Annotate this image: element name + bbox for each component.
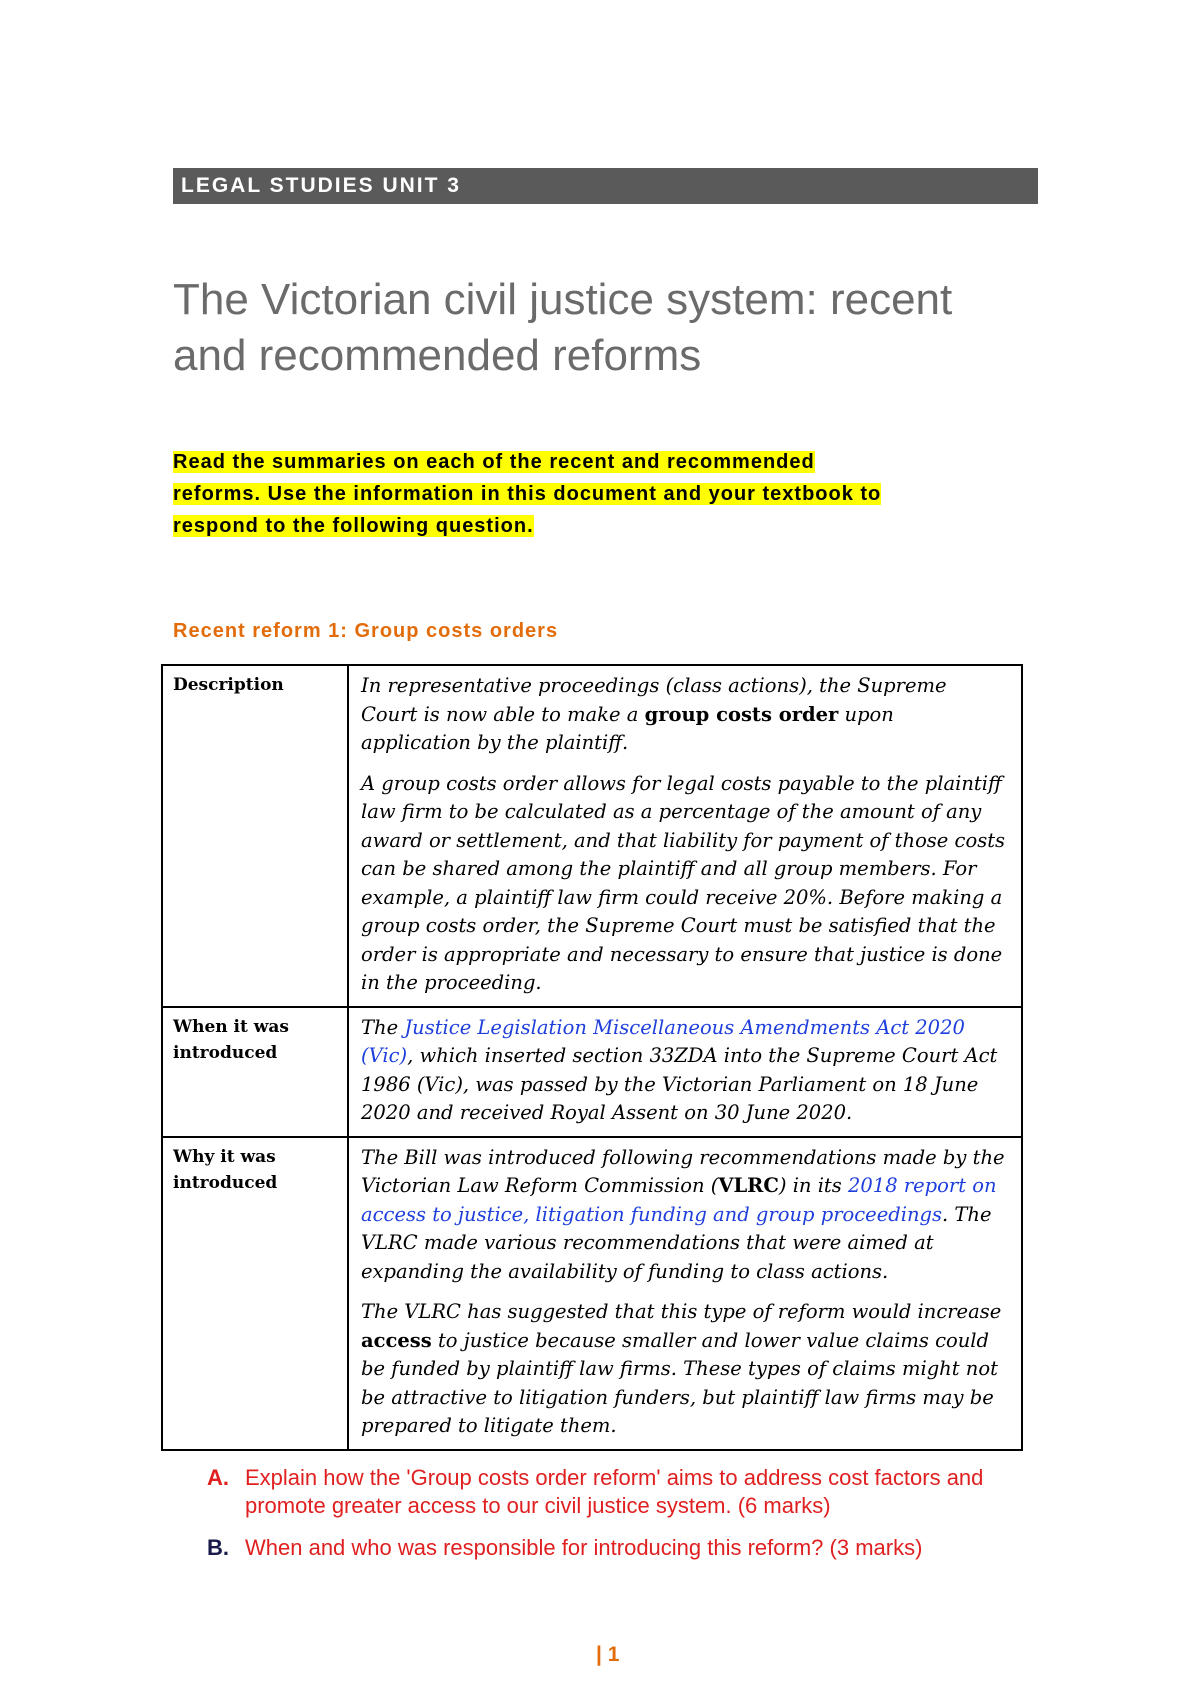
section-heading: Recent reform 1: Group costs orders xyxy=(173,620,559,642)
table-row-why xyxy=(162,1137,1022,1450)
question-b-letter: B. xyxy=(207,1535,229,1560)
unit-label: LEGAL STUDIES UNIT 3 xyxy=(181,174,461,197)
title-line-1: The Victorian civil justice system: recent xyxy=(173,275,953,324)
row-label-description: Description xyxy=(162,665,348,1007)
row-content-why xyxy=(348,1137,1022,1450)
instructions-line-3: respond to the following question. xyxy=(173,515,534,537)
access-term: access xyxy=(361,1328,432,1352)
question-a-letter: A. xyxy=(207,1465,229,1490)
question-b-text: When and who was responsible for introducing this reform? (3 marks) xyxy=(245,1535,923,1560)
page-number: | 1 xyxy=(596,1643,620,1666)
description-paragraph-1: In representative proceedings (class actions), the Supreme Court is now able to make a group costs order upon application by the plaintiff. xyxy=(361,674,947,754)
why-paragraph-1: The Bill was introduced following recommendations made by the Victorian Law Reform Commission (VLRC) in its 2018 report on access to justice, litigation funding and group proceedings. The VLRC made various recommendations that were aimed at expanding the availability of funding to class actions. xyxy=(361,1145,1005,1283)
question-a xyxy=(207,1464,1057,1520)
description-paragraph-2: A group costs order allows for legal costs payable to the plaintiff law firm to be calculated as a percentage of the amount of any award or settlement, and that liability for payment of those costs can be shared among the plaintiff and all group members. For example, a plaintiff law firm could receive 20%. Before making a group costs order, the Supreme Court must be satisfied that the order is appropriate and necessary to ensure that justice is done in the proceeding. xyxy=(361,771,1006,994)
table-row-when xyxy=(162,1007,1022,1137)
question-b xyxy=(207,1534,1057,1562)
title-line-2: and recommended reforms xyxy=(173,331,702,380)
row-label-why: Why it was introduced xyxy=(162,1137,348,1450)
unit-header-bar xyxy=(173,168,1038,204)
vlrc-abbreviation: VLRC xyxy=(718,1174,779,1197)
when-paragraph: The Justice Legislation Miscellaneous Amendments Act 2020 (Vic), which inserted section 33ZDA into the Supreme Court Act 1986 (Vic), was passed by the Victorian Parliament on 18 June 2020 and received Royal Assent on 30 June 2020. xyxy=(361,1015,998,1124)
document-title xyxy=(173,272,1053,384)
table-row-description xyxy=(162,665,1022,1007)
row-content-description xyxy=(348,665,1022,1007)
row-label-when: When it was introduced xyxy=(162,1007,348,1137)
instructions xyxy=(173,446,1033,542)
instructions-line-2: reforms. Use the information in this document and your textbook to xyxy=(173,483,882,505)
vlrc-report-link[interactable]: 2018 report on access to justice, litigation funding and group proceedings xyxy=(361,1174,997,1226)
why-paragraph-2: The VLRC has suggested that this type of reform would increase access to justice because smaller and lower value claims could be funded by plaintiff law firms. These types of claims might not be attractive to litigation funders, but plaintiff law firms may be prepared to litigate them. xyxy=(361,1300,1002,1437)
reform-table xyxy=(161,664,1023,1451)
act-link[interactable]: Justice Legislation Miscellaneous Amendments Act 2020 (Vic) xyxy=(361,1015,965,1067)
row-content-when xyxy=(348,1007,1022,1137)
question-list xyxy=(207,1464,1057,1576)
instructions-line-1: Read the summaries on each of the recent and recommended xyxy=(173,451,815,473)
question-a-text: Explain how the 'Group costs order reform' aims to address cost factors and promote greater access to our civil justice system. (6 marks) xyxy=(245,1465,984,1518)
group-costs-order-term: group costs order xyxy=(644,702,839,726)
